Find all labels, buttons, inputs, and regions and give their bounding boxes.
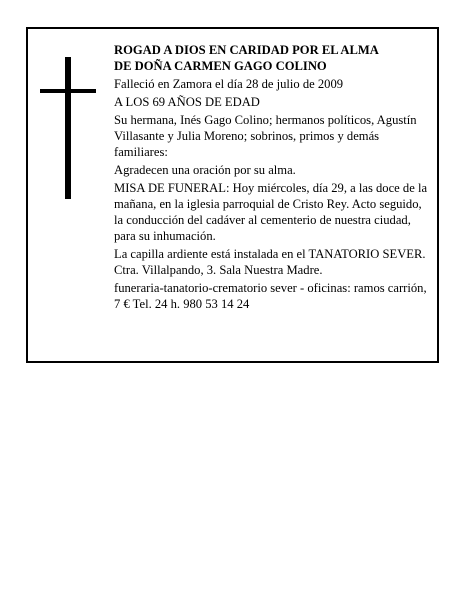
funeral-paragraph: MISA DE FUNERAL: Hoy miércoles, día 29, a las doce de la mañana, en la iglesia parroquial de Cristo Rey. Acto seguido, la conducción del cadáver al cementerio de nuestra ciudad, para su inhumación. [114, 181, 428, 243]
notice-header-line1: ROGAD A DIOS EN CARIDAD POR EL ALMA [114, 43, 379, 57]
notice-header-line2: DE DOÑA CARMEN GAGO COLINO [114, 59, 327, 73]
obituary-notice [26, 27, 439, 363]
contact-paragraph: funeraria-tanatorio-crematorio sever - oficinas: ramos carrión, 7 € Tel. 24 h. 980 53 14 24 [114, 281, 427, 311]
cross-vertical-bar [65, 57, 71, 199]
cross-horizontal-bar [40, 89, 96, 93]
family-paragraph: Su hermana, Inés Gago Colino; hermanos políticos, Agustín Villasante y Julia Moreno; sobrinos, primos y demás familiares: [114, 113, 417, 159]
notice-header [114, 42, 428, 74]
chapel-paragraph: La capilla ardiente está instalada en el TANATORIO SEVER. Ctra. Villalpando, 3. Sala Nuestra Madre. [114, 247, 426, 277]
age-line: A LOS 69 AÑOS DE EDAD [114, 95, 260, 109]
notice-text [114, 42, 428, 314]
cross-icon [40, 57, 96, 199]
thanks-line: Agradecen una oración por su alma. [114, 163, 296, 177]
death-info: Falleció en Zamora el día 28 de julio de 2009 [114, 77, 344, 91]
